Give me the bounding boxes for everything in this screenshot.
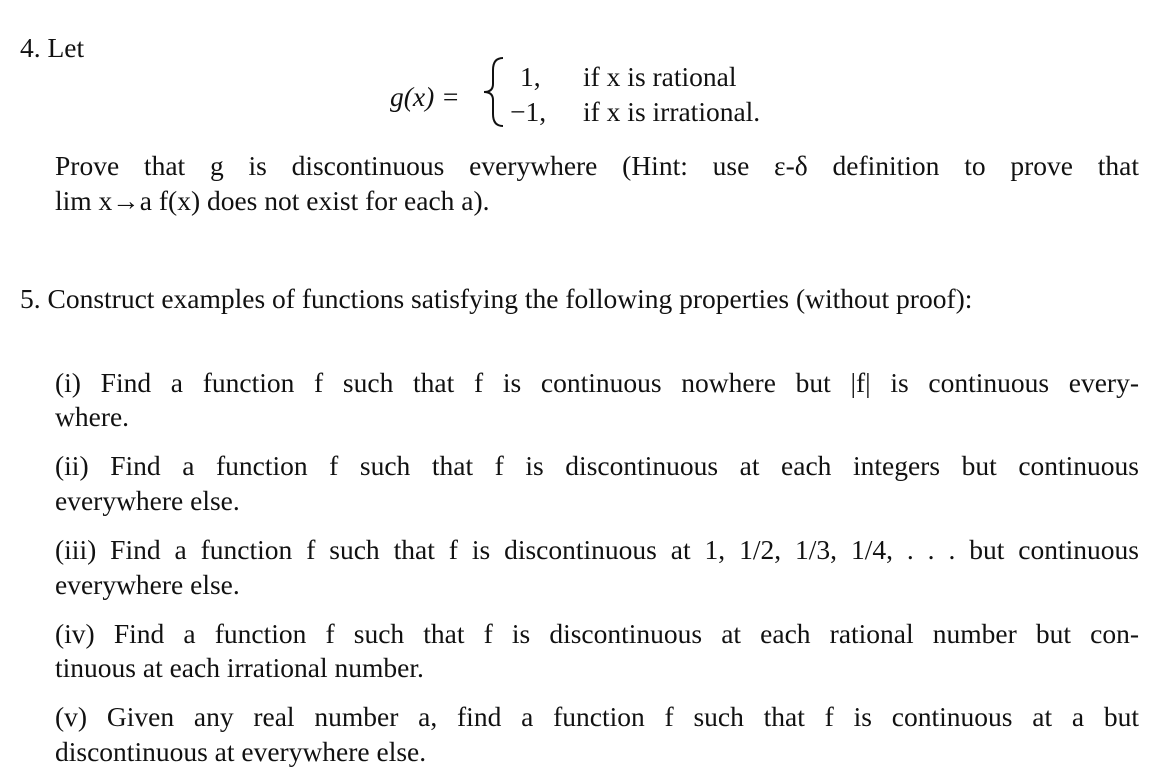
problem-5-number: 5. — [20, 283, 41, 314]
item-iii-label: (iii) — [55, 534, 97, 565]
item-iii-text: Find a function f such that f is discontinuous at 1, 1/2, 1/3, 1/4, . . . but continuous — [110, 534, 1140, 565]
problem-5-heading — [20, 283, 972, 315]
item-iv-text: Find a function f such that f is discontinuous at each rational number but con- — [113, 618, 1139, 649]
item-i-text: Find a function f such that f is continuous nowhere but |f| is continuous every- — [100, 367, 1139, 398]
item-ii-line-1 — [55, 450, 1139, 482]
item-iv-label: (iv) — [55, 618, 95, 649]
item-iii-line-2: everywhere else. — [55, 569, 240, 600]
left-brace-icon — [479, 56, 509, 128]
problem-5-intro: Construct examples of functions satisfying the following properties (without proof): — [47, 283, 973, 314]
problem-4-line-1: Prove that g is discontinuous everywhere (Hint: use ε-δ definition to prove that — [55, 150, 1139, 181]
problem-4-number: 4. — [20, 32, 41, 63]
problem-4-lead: Let — [47, 32, 85, 63]
case-2-condition: if x is irrational. — [583, 96, 761, 127]
g-definition-lhs: g(x) = — [390, 81, 460, 112]
item-i-line-2: where. — [55, 401, 130, 432]
item-v-line-1 — [55, 701, 1139, 733]
item-v-label: (v) — [55, 701, 88, 732]
item-v-text: Given any real number a, find a function f such that f is continuous at a but — [106, 701, 1140, 732]
item-v-line-2: discontinuous at everywhere else. — [55, 736, 427, 767]
item-ii-line-2: everywhere else. — [55, 485, 240, 516]
item-ii-label: (ii) — [55, 450, 89, 481]
item-iii-line-1 — [55, 534, 1139, 566]
problem-4-heading — [20, 32, 84, 64]
item-ii-text: Find a function f such that f is discontinuous at each integers but continuous — [110, 450, 1140, 481]
problem-4-line-2: lim x→a f(x) does not exist for each a). — [55, 185, 490, 216]
case-1-value: 1, — [520, 61, 541, 92]
item-iv-line-1 — [55, 618, 1139, 650]
case-1-condition: if x is rational — [583, 61, 737, 92]
item-i-line-1 — [55, 367, 1139, 399]
item-iv-line-2: tinuous at each irrational number. — [55, 652, 424, 683]
case-2-value: −1, — [510, 96, 547, 127]
item-i-label: (i) — [55, 367, 81, 398]
